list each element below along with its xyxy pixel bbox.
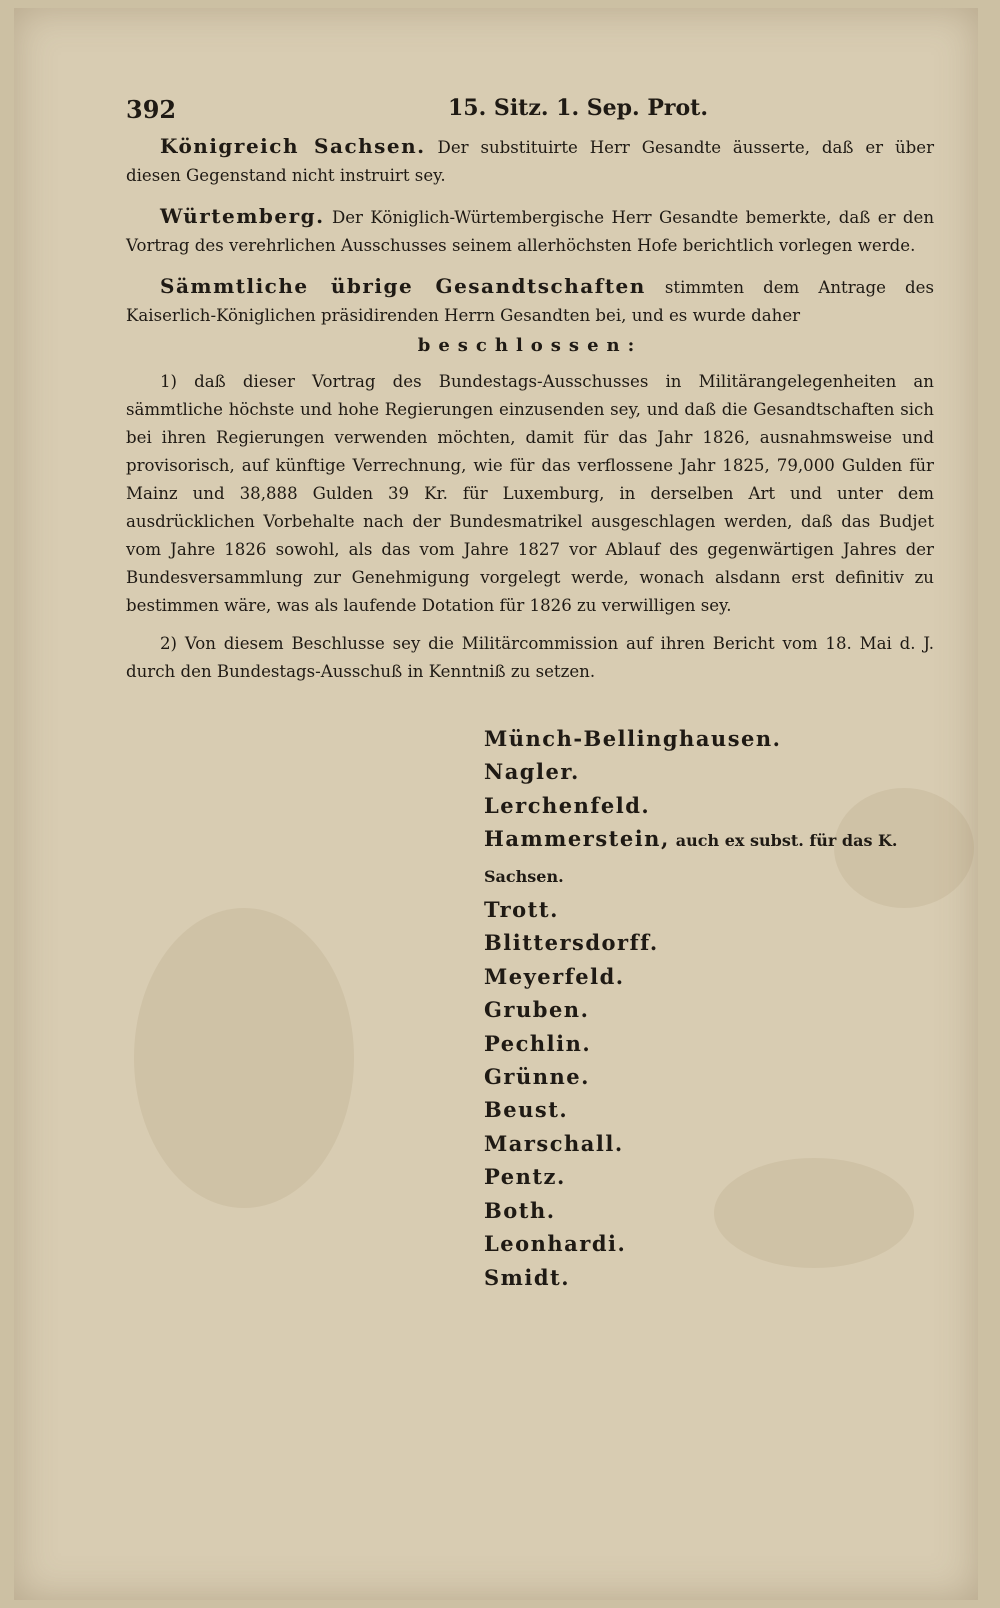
resolution-point: 1) daß dieser Vortrag des Bundestags-Ausschusses in Militärangelegenheiten an sämmtliche höchste und hohe Regierungen einzusenden sey, und daß die Gesandtschaften sich bei ihren Regierungen verwenden möchten, damit für das Jahr 1826, ausnahmsweise und provisorisch, auf künftige Verrechnung, wie für das verflossene Jahr 1825, 79,000 Gulden für Mainz und 38,888 Gulden 39 Kr. für Luxemburg, in derselben Art und unter dem ausdrücklichen Vorbehalte nach der Bundesmatrikel ausgeschlagen werden, daß das Budjet vom Jahre 1826 sowohl, als das vom Jahre 1827 vor Ablauf des gegenwärtigen Jahres der Bundesversammlung zur Genehmigung vorgelegt werde, wonach alsdann erst definitiv zu bestimmen wäre, was als laufende Dotation für 1826 zu verwilligen sey.: [126, 372, 934, 615]
signature-row: [484, 1093, 964, 1126]
signatory-name: Hammerstein,: [484, 826, 670, 852]
signatory-name: Beust.: [484, 1097, 569, 1123]
signatory-name: Marschall.: [484, 1130, 624, 1156]
signature-row: [484, 722, 964, 755]
signatory-name: Pechlin.: [484, 1030, 592, 1056]
paper-stain: [134, 908, 354, 1208]
signature-row: [484, 1160, 964, 1193]
signatory-name: Münch-Bellinghausen.: [484, 726, 782, 751]
vote-paragraph: [126, 202, 934, 260]
signature-row: [484, 960, 964, 993]
signatory-name: Pentz.: [484, 1164, 566, 1190]
signature-list: [484, 722, 964, 1294]
vote-text: stimmten dem Antrage des Kaiserlich-Königlichen präsidirenden Herrn Gesandten bei, und es wurde daher: [126, 278, 934, 325]
running-head: 15. Sitz. 1. Sep. Prot.: [448, 95, 708, 121]
vote-text: Der Königlich-Würtembergische Herr Gesandte bemerkte, daß er den Vortrag des verehrlichen Ausschusses seinem allerhöchsten Hofe berichtlich vorlegen werde.: [126, 208, 935, 255]
vote-paragraph: [126, 272, 934, 330]
signature-row: [484, 1261, 964, 1294]
signature-row: [484, 755, 964, 788]
signatory-name: Lerchenfeld.: [484, 792, 651, 818]
signature-row: [484, 1060, 964, 1093]
signature-row: [484, 1027, 964, 1060]
signatory-name: Leonhardi.: [484, 1231, 627, 1257]
signature-row: [484, 822, 964, 893]
signatory-name: Trott.: [484, 897, 559, 923]
signature-row: [484, 926, 964, 959]
signatory-note: auch ex subst. für das K. Sachsen.: [484, 831, 898, 886]
vote-paragraph: [126, 132, 934, 190]
signature-row: [484, 1194, 964, 1227]
signature-row: [484, 893, 964, 926]
signatory-name: Meyerfeld.: [484, 963, 625, 989]
signature-row: [484, 993, 964, 1026]
state-name: Königreich Sachsen.: [160, 134, 426, 158]
signatory-name: Grünne.: [484, 1064, 590, 1090]
document-body: [126, 132, 934, 696]
resolution-point: 2) Von diesem Beschlusse sey die Militärcommission auf ihren Bericht vom 18. Mai d. J. durch den Bundestags-Ausschuß in Kenntniß zu setzen.: [126, 634, 934, 681]
resolved-heading: beschlossen:: [417, 335, 643, 356]
signatory-name: Smidt.: [484, 1264, 571, 1290]
page-number: 392: [126, 95, 177, 124]
signatory-name: Both.: [484, 1197, 556, 1223]
page-header: [126, 95, 1000, 125]
signature-row: [484, 789, 964, 822]
vote-text: Der substituirte Herr Gesandte äusserte, daß er über diesen Gegenstand nicht instruirt sey.: [126, 138, 935, 185]
signatory-name: Gruben.: [484, 997, 590, 1023]
signatory-name: Blittersdorff.: [484, 930, 659, 956]
state-name: Würtemberg.: [160, 204, 325, 228]
state-name: Sämmtliche übrige Gesandtschaften: [160, 274, 646, 298]
signatory-name: Nagler.: [484, 759, 580, 785]
signature-row: [484, 1227, 964, 1260]
signature-row: [484, 1127, 964, 1160]
